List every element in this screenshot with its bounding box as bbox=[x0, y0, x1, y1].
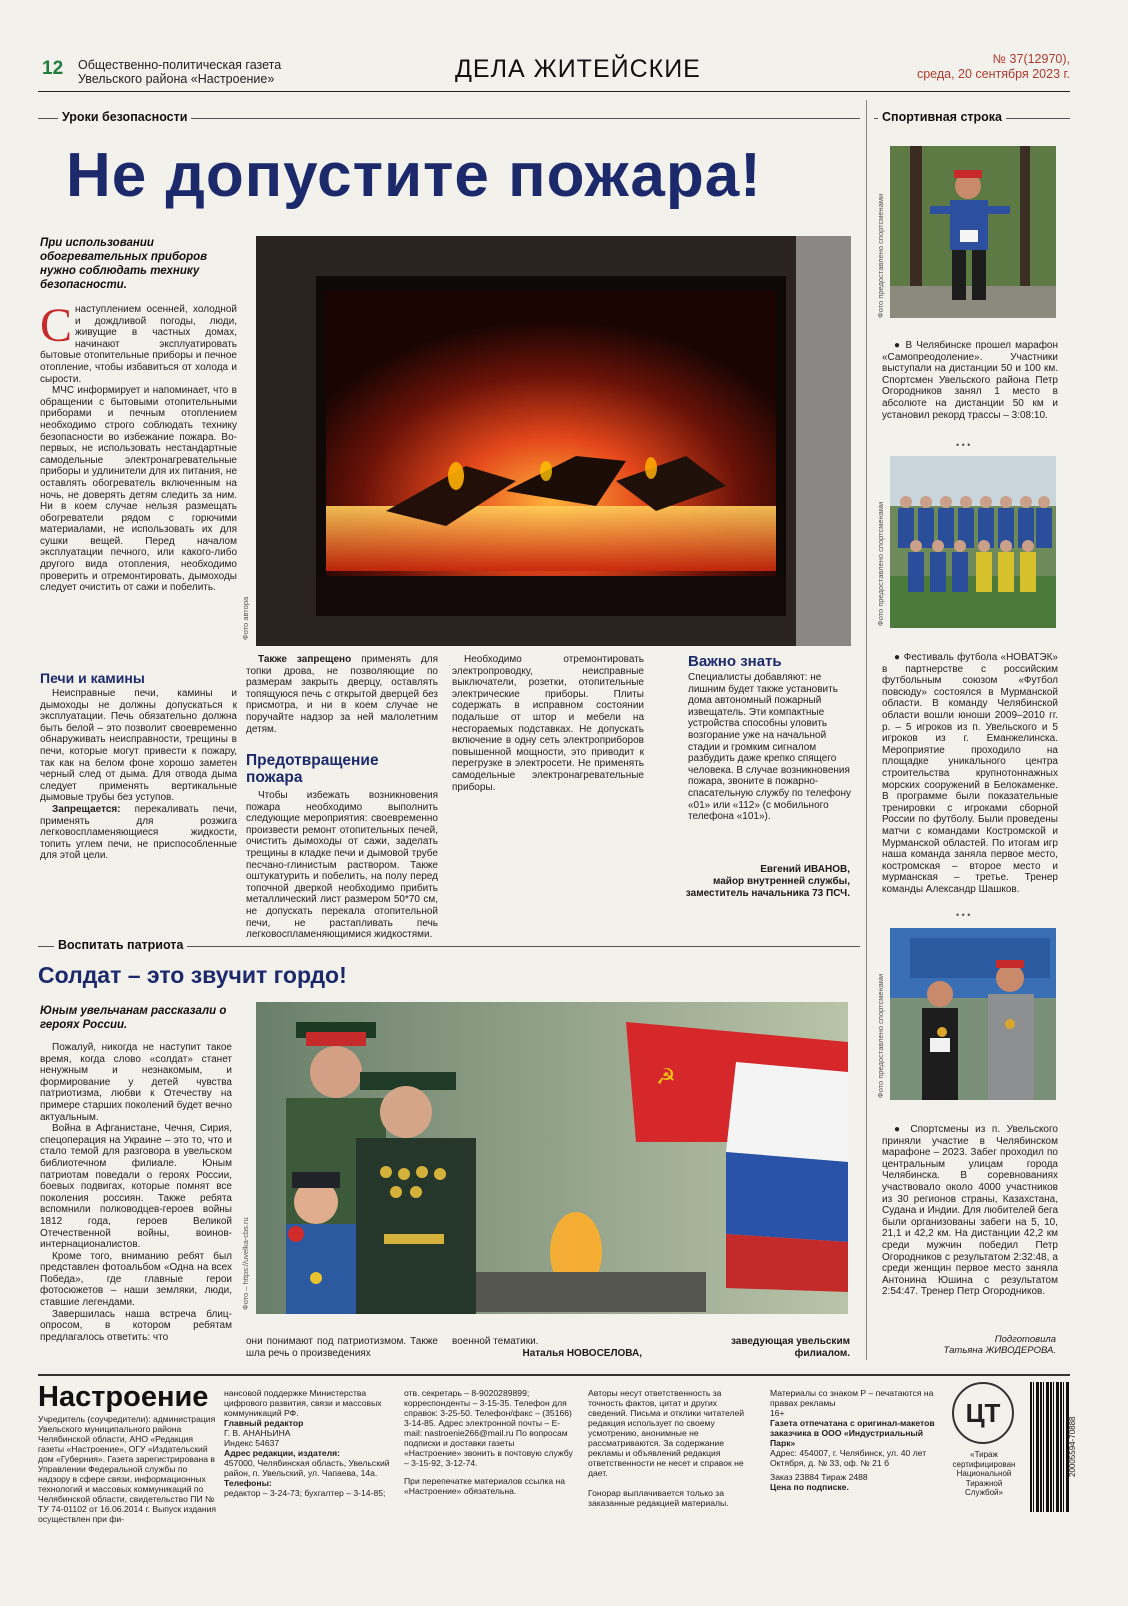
footer-responsibility bbox=[588, 1388, 756, 1514]
responsibility-text: Авторы несут ответственность за точность фактов, цитат и других сведений. Письма и отклики читателей редакция использует по своему усмотрению, анонимные не рассматриваются. За содержание рекламы и объявлений редакция ответственности не несет и справок не дает. bbox=[588, 1388, 745, 1478]
safety-title: Не допустите пожара! bbox=[66, 141, 762, 210]
veteran-image bbox=[256, 1002, 848, 1314]
sports-item-3 bbox=[882, 1124, 1058, 1324]
patriot-author-role: заведующая увельским филиалом. bbox=[730, 1336, 850, 1359]
veteran-photo-credit: Фото – https://uvelka-cbs.ru bbox=[241, 1217, 250, 1310]
header-rule bbox=[38, 91, 1070, 92]
safety-paragraph-5: применять для топки дрова, не позволяющие по размерам закрыть дверцу, оставлять топящуюся печь с открытой дверцей без присмотра, и ни в коем случае не поручайте надзор за ней малолетним детям. bbox=[246, 654, 438, 735]
contacts-text: отв. секретарь – 8-9020289899; корреспонденты – 3-15-35. Телефон для справок: 3-25-50. Телефон/факс – (35166) 3-14-85. Адрес электронной почты – E-mail: nastroenie266@mail.ru По вопросам подписки и доставки газеты «Настроение» звонить в почтовую службу – 3-15-92, 3-12-74. bbox=[404, 1388, 573, 1468]
issue-number: № 37(12970), bbox=[992, 52, 1070, 66]
patriot-paragraph-6: военной тематики. bbox=[452, 1336, 539, 1347]
sports-item-1-text: В Челябинске прошел марафон «Самопреодоление». Участники выступали на дистанции 50 и 100 км. Спортсмен Увельского района Петр Огородников занял 1 место в абсолюте на дистанции 50 км и установил рекорд трассы – 3:08:10. bbox=[882, 340, 1058, 421]
marathon-image bbox=[890, 928, 1056, 1100]
reprint-note: При перепечатке материалов ссылка на «Настроение» обязательна. bbox=[404, 1476, 566, 1496]
patriot-paragraph-3: Кроме того, вниманию ребят был представлен фотоальбом «Одна на всех Победа», где главные герои фотосюжетов – наши земляки, люди, ставшие легендами. bbox=[40, 1250, 232, 1309]
sports-photo-team bbox=[890, 456, 1056, 628]
sports-item-2-text: Фестиваль футбола «НОВАТЭК» в партнерстве с российским футбольным союзом «Футбол повсюду» состоялся в Мурманской области. В команду Челябинской области вошли юноши 2009–2010 гг. р. – 5 игроков из п. Увельского и 5 игроков из г. Еманжелинска. Мероприятие проходило на площадке уникального центра строительства крупнотоннажных морских сооружений в Белокаменке. В программе были показательные тренировки с игроками сборной России по футболу. Были проведены матчи с командами Костромской и Мурманской областей. По итогам игр наша команда заняла первое место, костромская – второе место и мурманская – третье. Тренер команды Александр Шашков. bbox=[882, 652, 1058, 895]
printing-house: Газета отпечатана с оригинал-макетов заказчика в ООО «Индустриальный Парк» bbox=[770, 1418, 935, 1448]
sports-photo-credit-3: Фото предоставлено спортсменами bbox=[876, 973, 885, 1098]
safety-lead: При использовании обогревательных приборов нужно соблюдать технику безопасности. bbox=[40, 237, 208, 291]
order-circulation: Заказ 23884 Тираж 2488 bbox=[770, 1472, 868, 1482]
bullet-icon: ● bbox=[894, 1124, 911, 1135]
safety-col3 bbox=[452, 654, 644, 904]
sports-item-3-text: Спортсмены из п. Увельского приняли участие в Челябинском марафоне – 2023. Забег проходил по центральным улицам города Челябинска. В соревнованиях участвовало около 4000 участников из 30 регионов страны, Казахстана, Судана и Индии. Для любителей бега были организованы забеги на 5, 10, 21,1 и 42,2 км. На дистанции 42,2 км среди мужчин победил Петр Огородников с результатом 2:32:48, а среди женщин первое место заняла Антонина Юшина с результатом 2:54:47. Тренер Петр Огородников. bbox=[882, 1124, 1058, 1298]
also-forbidden-label: Также запрещено bbox=[258, 654, 352, 665]
circulation-seal-text: «Тираж сертифицирован Национальной Тиражной Службой» bbox=[952, 1450, 1016, 1497]
phones-label: Телефоны: bbox=[224, 1478, 272, 1488]
editor-label: Главный редактор bbox=[224, 1418, 304, 1428]
fireplace-photo bbox=[256, 236, 851, 646]
section-title: ДЕЛА ЖИТЕЙСКИЕ bbox=[455, 55, 701, 83]
safety-author-name: Евгений ИВАНОВ, bbox=[760, 864, 850, 875]
bullet-icon: ● bbox=[894, 652, 904, 663]
runner-image bbox=[890, 146, 1056, 318]
sports-photo-marathon bbox=[890, 928, 1056, 1100]
footer-editorial bbox=[224, 1388, 394, 1514]
column-divider bbox=[866, 100, 867, 1360]
barcode-number: 20005594-70888 bbox=[1068, 1416, 1077, 1478]
footer-founder: Учредитель (соучредители): администрация Увельского муниципального района Челябинской области, АНО «Редакция газеты «Настроение», ОГУ «Издательский дом «Губерния». Газета зарегистрирована в Управлении Федеральной службы по надзору в сфере связи, информационных технологий и массовых коммуникаций по Челябинской области, свидетельство ПИ № ТУ 74-01102 от 16.06.2014 г. Выпуск издания осуществлен при фи- bbox=[38, 1414, 217, 1524]
patriot-paragraph-4: Завершилась наша встреча блиц-опросом, в котором ребятам предлагалось ответить: что bbox=[40, 1308, 232, 1343]
safety-author-role: майор внутренней службы, заместитель начальника 73 ПСЧ. bbox=[685, 876, 850, 899]
safety-col2-bottom bbox=[246, 790, 438, 941]
safety-paragraph-6: Чтобы избежать возникновения пожара необходимо выполнить следующие мероприятия: своевременно произвести ремонт отопительных печей, очистить дымоходы от сажи, заделать трещины в кладке печи и дымовой трубе песчано-глинистым раствором. Также оштукатурить и побелить, на полу перед топочной дверкой необходимо прибить металлический лист размером 50*70 см, не допускать перекала отопительной печи, не растапливать печь легковоспламеняющимися жидкостями. bbox=[246, 790, 438, 941]
separator-dots: • • • bbox=[956, 440, 971, 450]
index-code: Индекс 54637 bbox=[224, 1438, 280, 1448]
important-box-text: Специалисты добавляют: не лишним будет также установить дома автономный пожарный извещатель. Эти компактные устройства способны уловить возгорание уже на начальной стадии и громким сигналом разбудить даже крепко спящего человека. В случае возникновения пожара, звоните в пожарно-спасательную службу по телефону «01» или «112» (с мобильного телефона «101»). bbox=[688, 672, 852, 823]
rubric-patriot: Воспитать патриота bbox=[54, 938, 187, 952]
circulation-seal-icon: ЦТ bbox=[952, 1382, 1014, 1444]
price-note: Цена по подписке. bbox=[770, 1482, 849, 1492]
patriot-paragraph-1: Пожалуй, никогда не наступит такое время, когда слово «солдат» станет ненужным и незнакомым, и формирование у детей чувства патриотизма, любви к Отечеству на примере старших поколений будет вечно актуальным. bbox=[40, 1042, 232, 1123]
safety-paragraph-7: Необходимо отремонтировать электропроводку, неисправные выключатели, розетки, отопительные электрические приборы. Плиты содержать в исправном состоянии подальше от штор и мебели на несгораемых подставках. Не допускать включение в одну сеть электроприборов повышенной мощности, это приводит к перегрузке в электросети. Не применять самодельные электронагревательные приборы. bbox=[452, 654, 644, 793]
patriot-title: Солдат – это звучит гордо! bbox=[38, 962, 347, 988]
dropcap: С bbox=[40, 299, 73, 352]
issue-info bbox=[917, 52, 1070, 82]
veteran-photo bbox=[256, 1002, 848, 1314]
fireplace-image bbox=[256, 236, 851, 646]
patriot-lead: Юным увельчанам рассказали о героях России. bbox=[40, 1005, 227, 1031]
sports-item-2 bbox=[882, 652, 1058, 910]
subheading-prevention: Предотвращение пожара bbox=[246, 752, 379, 786]
fee-note: Гонорар выплачивается только за заказанные редакцией материалы. bbox=[588, 1488, 729, 1508]
age-rating: 16+ bbox=[770, 1408, 785, 1418]
page-number: 12 bbox=[42, 58, 64, 79]
issue-date: среда, 20 сентября 2023 г. bbox=[916, 67, 1070, 81]
safety-signature bbox=[660, 864, 850, 900]
sports-photo-credit-2: Фото предоставлено спортсменами bbox=[876, 501, 885, 626]
newspaper-logo: Настроение bbox=[38, 1381, 209, 1413]
safety-paragraph-2: МЧС информирует и напоминает, что в обращении с бытовыми отопительными приборами и печным отоплением необходимо строго соблюдать технику безопасности во избежание пожара. Во-первых, не использовать нестандартные самодельные электронагревательные приборы и удлинители для их питания, не оставлять обогреватель включенным на ночь, не доверять детям следить за ним. Ни в коем случае нельзя размещать обогреватели рядом с горючими материалами, не использовать их для сушки вещей. Перед началом эксплуатации печного, или какого-либо другого вида отопления, необходимо проверить и отремонтировать, дымоходы следует очистить от сажи и побелить. bbox=[40, 385, 237, 594]
patriot-paragraph-2: Война в Афганистане, Чечня, Сирия, спецоперация на Украине – это то, что и стало темой для разговора в увельском библиотечном филиале. Юным патриотам поведали о героях России, боевых подвигах, которые помнят все поколения россиян. Также ребята вспомнили полководцев-героев войны 1812 года, героев Великой Отечественной войны, воинов-интернационалистов. bbox=[40, 1123, 232, 1251]
prepared-author: Татьяна ЖИВОДЕРОВА. bbox=[943, 1345, 1056, 1356]
svg-text:☭: ☭ bbox=[656, 1065, 676, 1090]
printing-address: Адрес: 454007, г. Челябинск, ул. 40 лет Октября, д. № 33, оф. № 21 б bbox=[770, 1448, 927, 1468]
fireplace-photo-credit: Фото автора bbox=[241, 596, 250, 640]
patriot-author-name: Наталья НОВОСЕЛОВА, bbox=[522, 1348, 642, 1359]
barcode bbox=[1030, 1382, 1070, 1512]
rubric-safety: Уроки безопасности bbox=[58, 110, 191, 124]
safety-intro-column bbox=[40, 299, 237, 682]
bullet-icon: ● bbox=[894, 340, 906, 351]
separator-dots: • • • bbox=[956, 910, 971, 920]
safety-paragraph-3: Неисправные печи, камины и дымоходы не должны допускаться к эксплуатации. Печь обязательно должна быть белой – это позволит своевременно обнаруживать неисправности, трещины в печи, которые могут привести к пожару, так как на белом фоне хорошо заметен черный след от дыма. Для отвода дыма следует применять вертикальные дымовые трубы без уступов. bbox=[40, 688, 237, 804]
patriot-paragraph-5: они понимают под патриотизмом. Также шла речь о произведениях bbox=[246, 1336, 438, 1359]
safety-col2-top bbox=[246, 654, 438, 742]
prepared-label: Подготовила bbox=[994, 1334, 1056, 1345]
sports-item-1 bbox=[882, 340, 1058, 440]
rubric-sports: Спортивная строка bbox=[878, 110, 1006, 124]
important-box-title: Важно знать bbox=[688, 653, 782, 670]
phones-text: редактор – 3-24-73; бухгалтер – 3-14-85; bbox=[224, 1488, 386, 1498]
address-text: 457000, Челябинская область, Увельский район, п. Увельский, ул. Чапаева, 14а. bbox=[224, 1458, 390, 1478]
safety-intro: наступлением осенней, холодной и дождливой погоды, люди, живущие в частных домах, начинают эксплуатировать бытовые отопительные приборы и печное отопление, чтобы избавиться от холода и сырости. bbox=[40, 304, 237, 385]
address-label: Адрес редакции, издателя: bbox=[224, 1448, 341, 1458]
editor-name: Г. В. АНАНЬИНА bbox=[224, 1428, 291, 1438]
footer-print bbox=[770, 1388, 944, 1514]
safety-paragraph-4: перекаливать печи, применять для розжига легковоспламеняющиеся жидкости, топить углем печи, не приспособленные для этой цели. bbox=[40, 803, 237, 862]
sports-photo-runner bbox=[890, 146, 1056, 318]
ads-note: Материалы со знаком Р – печатаются на правах рекламы bbox=[770, 1388, 934, 1408]
sports-prepared bbox=[900, 1334, 1056, 1356]
sports-photo-credit-1: Фото предоставлено спортсменами bbox=[876, 193, 885, 318]
patriot-col2 bbox=[246, 1336, 438, 1362]
subheading-stoves: Печи и камины bbox=[40, 670, 145, 686]
safety-col1-bottom bbox=[40, 688, 237, 903]
footer-support: нансовой поддержке Министерства цифрового развития, связи и массовых коммуникаций РФ. bbox=[224, 1388, 382, 1418]
team-image bbox=[890, 456, 1056, 628]
footer-rule bbox=[38, 1374, 1070, 1376]
publication-name: Общественно-политическая газета Увельского района «Настроение» bbox=[78, 58, 282, 86]
patriot-col1 bbox=[40, 1042, 232, 1368]
footer-contacts bbox=[404, 1388, 574, 1514]
forbidden-label: Запрещается: bbox=[52, 803, 121, 815]
